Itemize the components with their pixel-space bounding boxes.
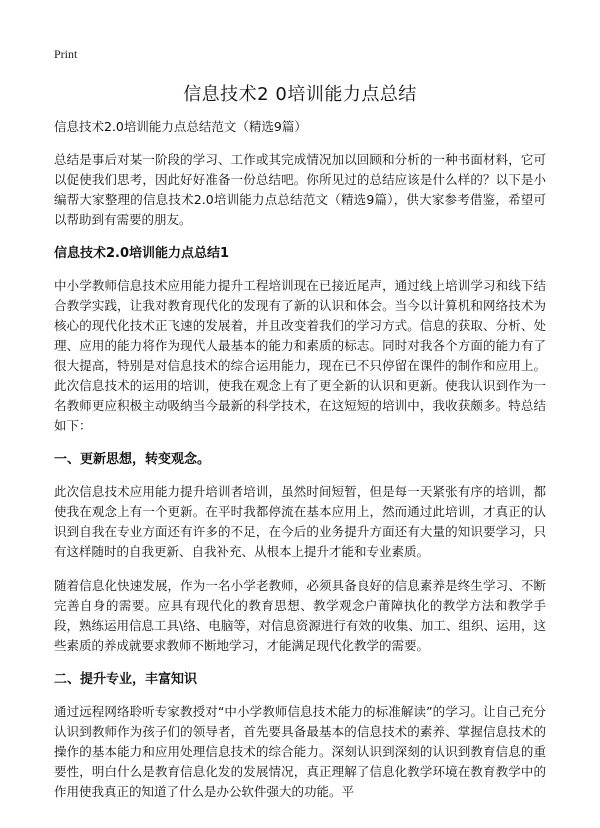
document-subtitle: 信息技术2.0培训能力点总结范文（精选9篇） (54, 119, 307, 134)
paragraph-one-b: 随着信息化快速发展，作为一名小学老教师，必须具备良好的信息素养是终生学习、不断完善自身的需要。应具有现代化的教育思想、教学观念户莆障执化的教学方法和教学手段，熟练运用信息工具\络、电脑等，对信息资源进行有效的收集、加工、组织、运用，这些素质的养成就要求教师不断地学习，才能满足现代化教学的需要。 (54, 578, 546, 653)
subheading-one: 一、更新思想，转变观念。 (54, 452, 211, 467)
document-body (54, 118, 546, 816)
paragraph-two-a: 通过远程网络聆听专家教授对“中小学教师信息技术能力的标准解读”的学习。让自己充分认识到教师作为孩子们的领导者，首先要具备最基本的信息技术的素养、掌握信息技术的操作的基本能力和应用处理信息技术的综合能力。深刻认识到深刻的认识到教育信息的重要性，明白什么是教育信息化发的发展情况，真正理解了信息化教学环境在教育教学中的作用使我真正的知道了什么是办公软件强大的功能。平 (54, 704, 546, 799)
paragraph-one-a: 此次信息技术应用能力提升培训者培训，虽然时间短暂，但是每一天紧张有序的培训，都使我在观念上有一个更新。在平时我都停流在基本应用上，然而通过此培训，才真正的认识到自我在专业方面还有许多的不足，在今后的业务提升方面还有大量的知识要学习，只有这样随时的自我更新、自我补充、从根本上提升才能和专业素质。 (54, 484, 546, 559)
intro-paragraph: 总结是事后对某一阶段的学习、工作或其完成情况加以回顾和分析的一种书面材料，它可以促使我们思考，因此好好准备一份总结吧。你所见过的总结应该是什么样的？以下是小编帮大家整理的信息技术2.0培训能力点总结范文（精选9篇），供大家参考借鉴，希望可以帮助到有需要的朋友。 (54, 152, 546, 227)
section1-paragraph: 中小学教师信息技术应用能力提升工程培训现在已接近尾声，通过线上培训学习和线下结合教学实践，让我对教育现代化的发现有了新的认识和体会。当今以计算机和网络技术为核心的现代化技术正飞速的发展着，并且改变着我们的学习方式。信息的获取、分析、处理、应用的能力将作为现代人最基本的能力和素质的标志。同时对我各个方面的能力有了很大提高，特别是对信息技术的综合运用能力，现在已不只停留在课件的制作和应用上。此次信息技术的运用的培训，使我在观念上有了更全新的认识和更新。使我认识到作为一名教师更应积极主动吸纳当今最新的科学技术，在这短短的培训中，我收获颇多。特总结如下： (54, 278, 546, 433)
section-heading: 信息技术2.0培训能力点总结1 (54, 246, 230, 261)
print-label: Print (54, 47, 78, 61)
page-title: 信息技术2 0培训能力点总结 (183, 84, 417, 105)
subheading-two: 二、提升专业，丰富知识 (54, 672, 198, 687)
